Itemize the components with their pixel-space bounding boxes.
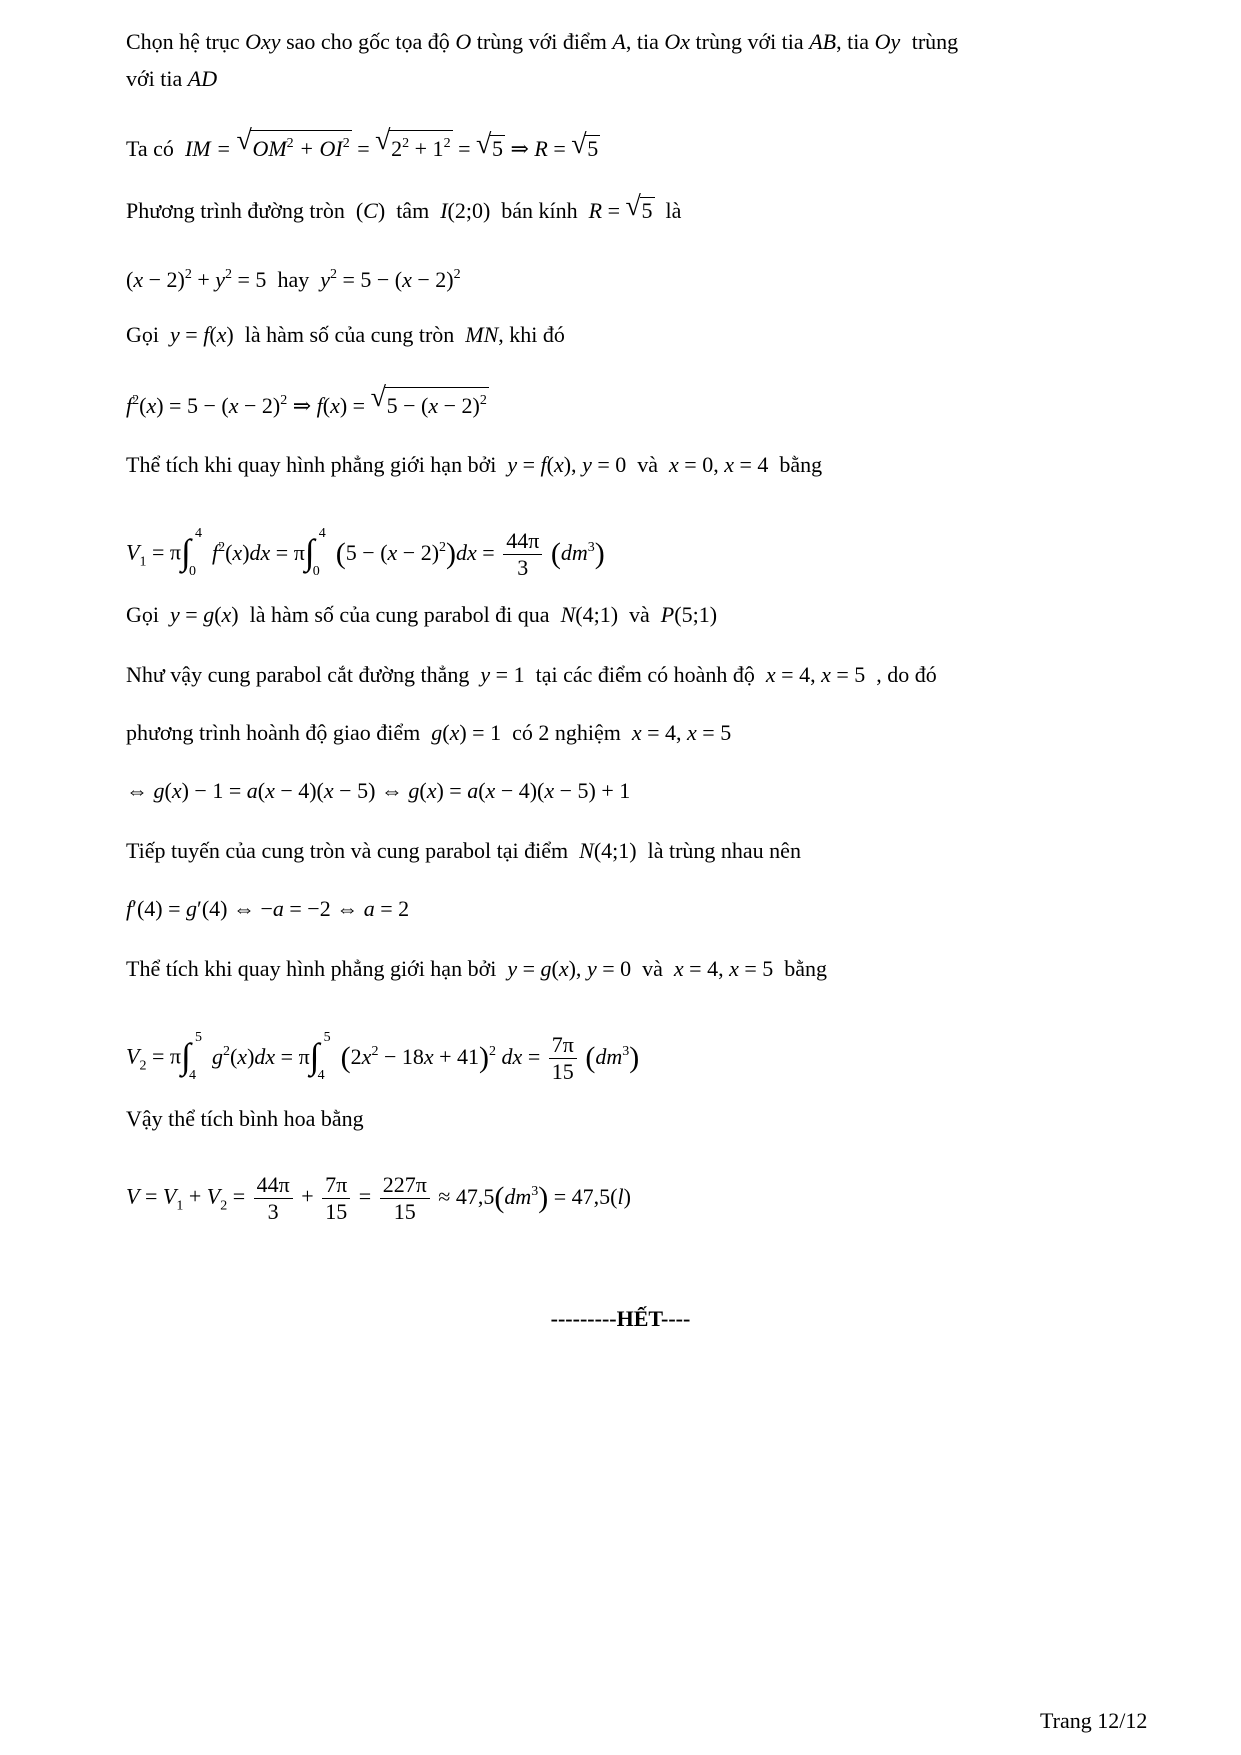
formula-derivative: f′(4) = g′(4) ⇔ −a = −2 ⇔ a = 2	[126, 896, 410, 921]
paragraph-circle: Phương trình đường tròn (C) tâm I(2;0) bán kính R = √ 5 là	[126, 191, 682, 223]
formula-volume-1: $V_1 = \pi\int$ 4 0 $f^2(x)dx = \pi\int$ 4 0 $(5 - (x - 2)^2)dx$ = $\frac{44\pi}{3}$ $(dm^3)$	[126, 525, 605, 580]
formula-g-form: ⇔ g(x) − 1 = a(x − 4)(x − 5) ⇔ g(x) = a(x − 4)(x − 5) + 1	[126, 778, 631, 803]
formula-total-volume: $V = V_1 + V_2$ = $\frac{44\pi}{3}$ + $\frac{7\pi}{15}$ = $\frac{227\pi}{15}$ ≈ $47,5(dm^3) = 47,5(l)$	[126, 1172, 631, 1224]
paragraph-volume-1: Thể tích khi quay hình phẳng giới hạn bởi y = f(x), y = 0 và x = 0, x = 4 bằng	[126, 452, 823, 477]
formula-f-squared: $f^2(x) = 5 - (x - 2)^2$ ⇒ f(x) = √ $5 - (x - 2)^2$	[126, 382, 487, 418]
paragraph-function-g: Gọi y = g(x) là hàm số của cung parabol đi qua N(4;1) và P(5;1)	[126, 602, 718, 627]
formula-volume-2: $V_2 = \pi\int$ 5 4 $g^2(x)dx = \pi\int$ 5 4 $(2x^2 - 18x + 41)^2$ dx = $\frac{7\pi}{15}$ $(dm^3)$	[126, 1029, 640, 1084]
paragraph-axes: Chọn hệ trục Oxy sao cho gốc tọa độ O trùng với điểm A, tia Ox trùng với tia AB, tia Oy trùng	[126, 29, 959, 54]
page-number: Trang 12/12	[1040, 1708, 1148, 1733]
paragraph-tangent: Tiếp tuyến của cung tròn và cung parabol tại điểm N(4;1) là trùng nhau nên	[126, 838, 801, 863]
paragraph-function-f: Gọi y = f(x) là hàm số của cung tròn MN, khi đó	[126, 322, 565, 347]
end-marker: ---------HẾT----	[550, 1306, 691, 1331]
paragraph-roots: phương trình hoành độ giao điểm g(x) = 1 có 2 nghiệm x = 4, x = 5	[126, 720, 732, 745]
paragraph-volume-2: Thể tích khi quay hình phẳng giới hạn bởi y = g(x), y = 0 và x = 4, x = 5 bằng	[126, 956, 828, 981]
paragraph-total: Vậy thể tích bình hoa bằng	[126, 1106, 364, 1131]
paragraph-axes-cont: với tia AD	[126, 66, 218, 91]
paragraph-parabola-intersect: Như vậy cung parabol cắt đường thẳng y = 1 tại các điểm có hoành độ x = 4, x = 5 , do đó	[126, 662, 937, 687]
formula-radius: Ta có IM = √ $OM^2 + OI^2$ = √ $2^2 + 1^2$ = √ 5 ⇒ R = √ 5	[126, 125, 599, 161]
formula-circle-equation: $(x - 2)^2 + y^2 = 5$ hay $y^2 = 5 - (x - 2)^2$	[126, 267, 461, 292]
